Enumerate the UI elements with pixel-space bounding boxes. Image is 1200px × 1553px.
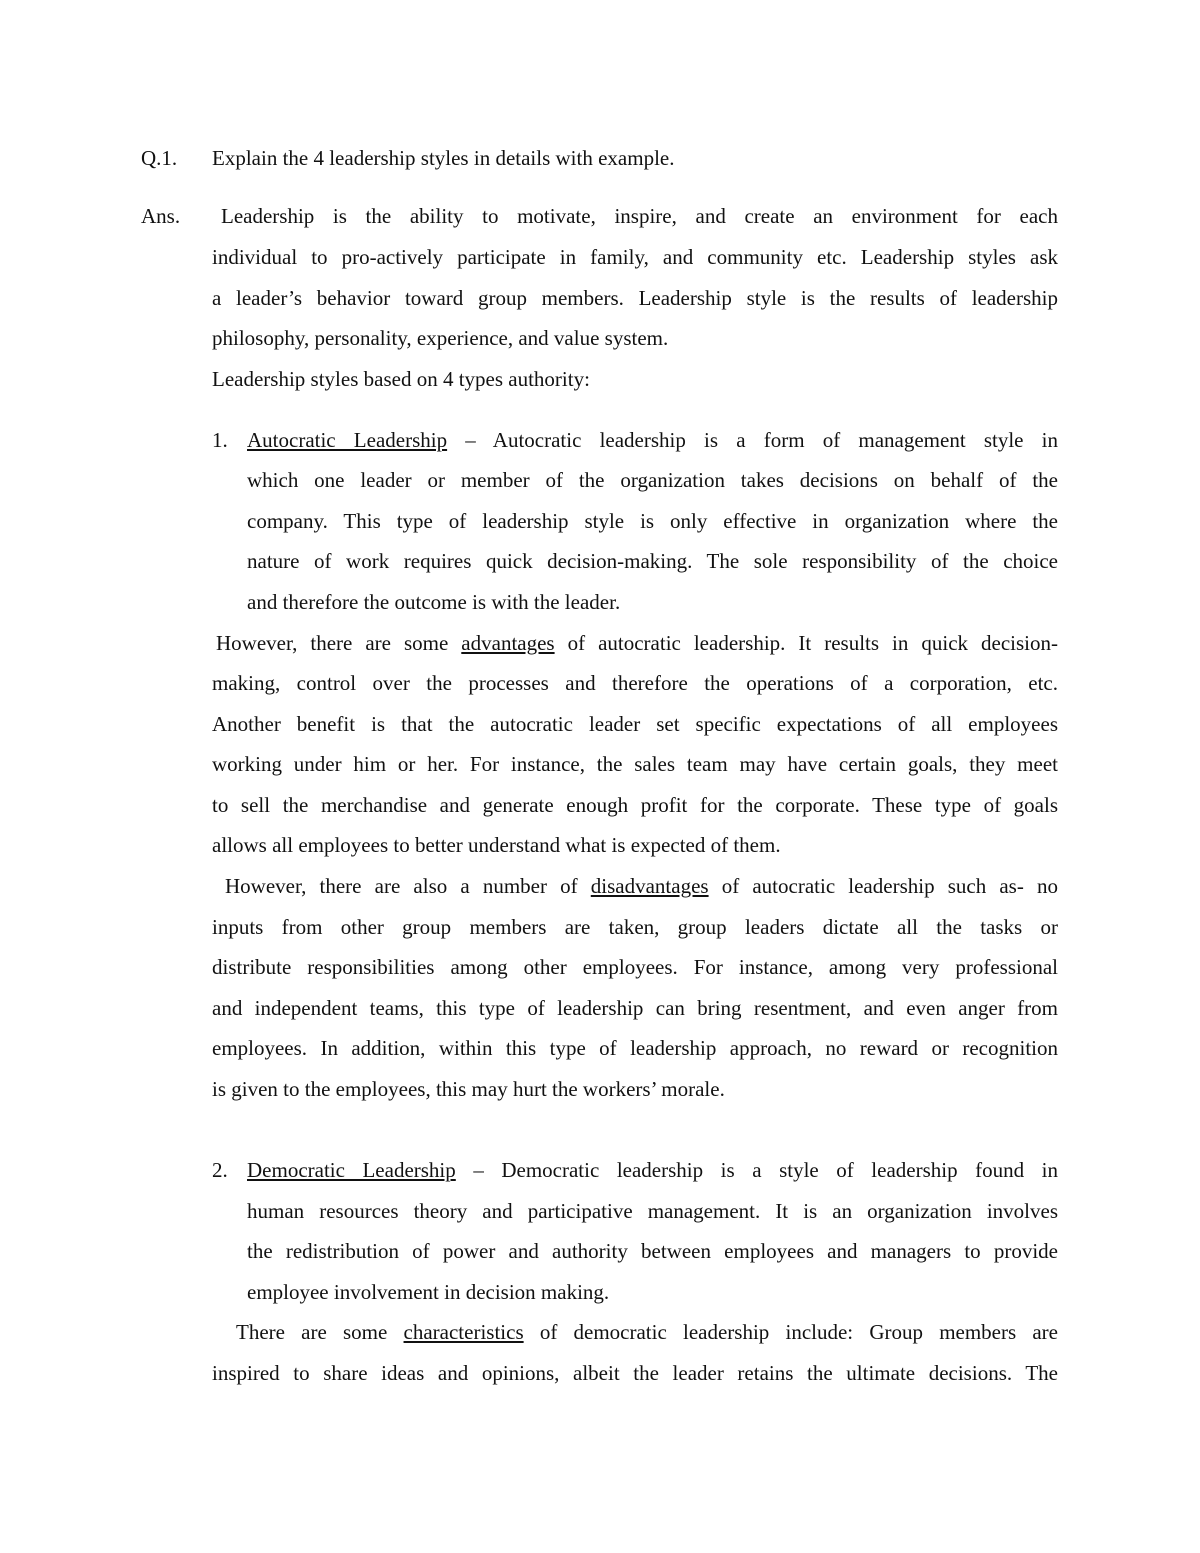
item-1-first-line [247,427,1058,453]
characteristics-first-line [212,1319,1058,1345]
characteristics-after: of democratic leadership include: Group members are [523,1320,1058,1344]
item-1-line-5: and therefore the outcome is with the leader. [247,590,621,614]
disadvantages-line-2: inputs from other group members are taken, group leaders dictate all the tasks or [212,915,1058,939]
item-2-line-3: the redistribution of power and authority between employees and managers to provide [247,1239,1058,1263]
item-1-title: Autocratic Leadership [247,428,448,452]
disadvantages-after: of autocratic leadership such as- no [708,874,1058,898]
disadvantages-line-3: distribute responsibilities among other employees. For instance, among very professional [212,955,1058,979]
disadvantages-keyword: disadvantages [590,874,709,898]
characteristics-before: There are some [236,1320,404,1344]
question-text: Explain the 4 leadership styles in details with example. [212,146,675,170]
advantages-first-line [212,630,1058,656]
item-1-number: 1. [212,428,228,452]
disadvantages-line-5: employees. In addition, within this type of leadership approach, no reward or recognition [212,1036,1058,1060]
question-label: Q.1. [141,146,178,170]
advantages-line-5: to sell the merchandise and generate enough profit for the corporate. These type of goals [212,793,1058,817]
item-1-line-4: nature of work requires quick decision-making. The sole responsibility of the choice [247,549,1058,573]
characteristics-keyword: characteristics [403,1320,524,1344]
answer-intro-line-2: individual to pro-actively participate in family, and community etc. Leadership styles ask [212,245,1058,269]
characteristics-line-2: inspired to share ideas and opinions, albeit the leader retains the ultimate decisions. The [212,1361,1058,1385]
item-2-first-line [247,1157,1058,1183]
item-1-first-line-rest: – Autocratic leadership is a form of management style in [447,428,1058,452]
advantages-keyword: advantages [461,631,555,655]
disadvantages-first-line [212,873,1058,899]
item-2-number: 2. [212,1158,228,1182]
disadvantages-line-6: is given to the employees, this may hurt the workers’ morale. [212,1077,725,1101]
answer-intro-line-1: Leadership is the ability to motivate, inspire, and create an environment for each [221,204,1058,228]
item-2-first-line-rest: – Democratic leadership is a style of leadership found in [455,1158,1058,1182]
disadvantages-line-4: and independent teams, this type of leadership can bring resentment, and even anger from [212,996,1058,1020]
item-2-line-4: employee involvement in decision making. [247,1280,610,1304]
item-2-title: Democratic Leadership [247,1158,456,1182]
answer-intro-line-3: a leader’s behavior toward group members. Leadership style is the results of leadership [212,286,1058,310]
answer-label: Ans. [141,204,181,228]
advantages-before: However, there are some [216,631,462,655]
answer-intro-line-4: philosophy, personality, experience, and value system. [212,326,669,350]
item-1-line-2: which one leader or member of the organization takes decisions on behalf of the [247,468,1058,492]
disadvantages-before: However, there are also a number of [225,874,591,898]
advantages-after: of autocratic leadership. It results in quick decision- [554,631,1058,655]
advantages-line-6: allows all employees to better understand what is expected of them. [212,833,781,857]
advantages-line-3: Another benefit is that the autocratic leader set specific expectations of all employees [212,712,1058,736]
advantages-line-2: making, control over the processes and therefore the operations of a corporation, etc. [212,671,1058,695]
advantages-line-4: working under him or her. For instance, the sales team may have certain goals, they meet [212,752,1058,776]
item-2-line-2: human resources theory and participative management. It is an organization involves [247,1199,1058,1223]
item-1-line-3: company. This type of leadership style is only effective in organization where the [247,509,1058,533]
types-heading: Leadership styles based on 4 types authority: [212,367,590,391]
